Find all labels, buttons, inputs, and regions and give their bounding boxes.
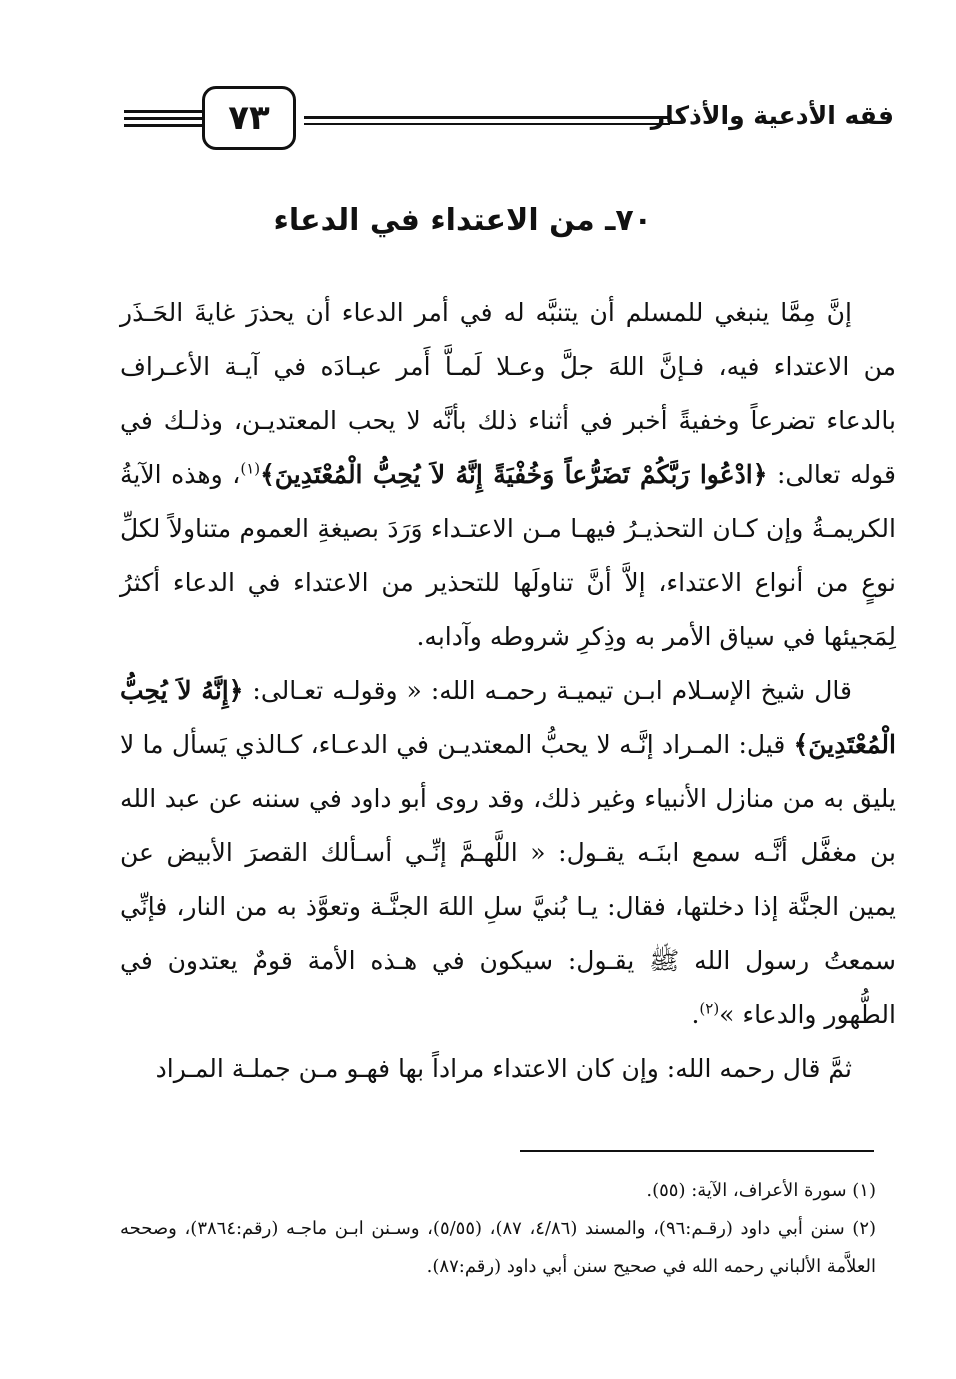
paragraph-1-text: إنَّ مِمَّا ينبغي للمسلم أن يتنبَّه له في أمر الدعاء أن يحذرَ غايةَ الحَـذَر من الاعتداء فيه، فـإنَّ اللهَ جلَّ وعـلا لَمـاَّ أَمر عبـادَه في آيـة الأعـراف بالدعاء تضرعاً وخفيةً أخبر في أثناء ذلك بأنَّه لا يحب المعتديـن، وذلـك في قوله تعالى: <box>120 298 896 489</box>
header-rule-left-lower <box>124 124 208 127</box>
footnote-2: (٢) سنن أبي داود (رقـم:٩٦)، والمسند (٤/٨٦، ٨٧)، (٥/٥٥)، وسـنن ابـن ماجـه (رقم:٣٨٦٤)، وصححه العلاَّمة الألباني رحمه الله في صحيح سنن أبي داود (رقم:٨٧). <box>120 1218 877 1277</box>
paragraph-2 <box>120 664 896 1042</box>
page-number: ٧٣ <box>202 86 296 150</box>
footnote-ref-1: (١) <box>240 459 261 478</box>
book-title: فقه الأدعية والأذكار <box>650 101 894 130</box>
header-rule-left <box>124 110 208 113</box>
paragraph-2-text: قال شيخ الإسـلام ابـن تيميـة رحمـه الله: « وقولـه تعـالى: <box>243 676 852 705</box>
footnotes <box>120 1172 876 1286</box>
footnote-1: (١) سورة الأعراف، الآية: (٥٥). <box>646 1180 876 1201</box>
footnote-ref-2: (٢) <box>699 999 720 1018</box>
paragraph-2-continued: قيل: المـراد إنَّـه لا يحبُّ المعتديـن في الدعـاء، كـالذي يَسأل ما لا يليق به من منازل الأنبياء وغير ذلك، وقد روى أبو داود في سننه عن عبد الله بن مغفَّل أنَّـه سمع ابنَـه يقـول: « اللَّهـمَّ إنِّـي أسـألك القصرَ الأبيض عن يمين الجنَّة إذا دخلتها، فقال: يـا بُنيَّ سلِ اللهَ الجنَّـة وتعوَّذ به من النار، فإنِّي سمعتُ رسول الله ﷺ يقـول: سيكون في هـذه الأمة قومٌ يعتدون في الطُّهور والدعاء » <box>120 730 897 1029</box>
header-rule-left-mid <box>124 117 208 120</box>
paragraph-3: ثمَّ قال رحمه الله: وإن كان الاعتداء مراداً بها فهـو مـن جملـة المـراد <box>155 1054 852 1083</box>
main-text <box>120 286 896 1096</box>
quran-verse: ﴿ادْعُوا رَبَّكُمْ تَضَرُّعاً وَخُفْيَةً إِنَّهُ لاَ يُحِبُّ الْمُعْتَدِينَ﴾ <box>260 460 768 489</box>
section-heading: ٧٠ـ من الاعتداء في الدعاء <box>273 203 652 238</box>
paragraph-1 <box>120 286 896 664</box>
paragraph-2-end: . <box>691 1000 700 1029</box>
footnote-separator <box>520 1150 874 1152</box>
header-rule-right <box>304 116 670 119</box>
header-rule-right-lower <box>304 123 670 125</box>
quran-verse: ﴿إِنَّهُ لاَ يُحِبُّ الْمُعْتَدِينَ﴾ <box>120 676 896 759</box>
paragraph-1-continued: ، وهذه الآيةُ الكريمـةُ وإن كـان التحذيـرُ فيهـا مـن الاعتـداء وَرَدَ بصيغةِ العموم متناولاً لكلِّ نوعٍ من أنواع الاعتداء، إلاَّ أنَّ تناولَها للتحذير من الاعتداء في الدعاء أكثرُ لِمَجيئها في سياق الأمر به وذِكرِ شروطه وآدابه. <box>120 460 896 651</box>
running-header <box>124 86 894 156</box>
